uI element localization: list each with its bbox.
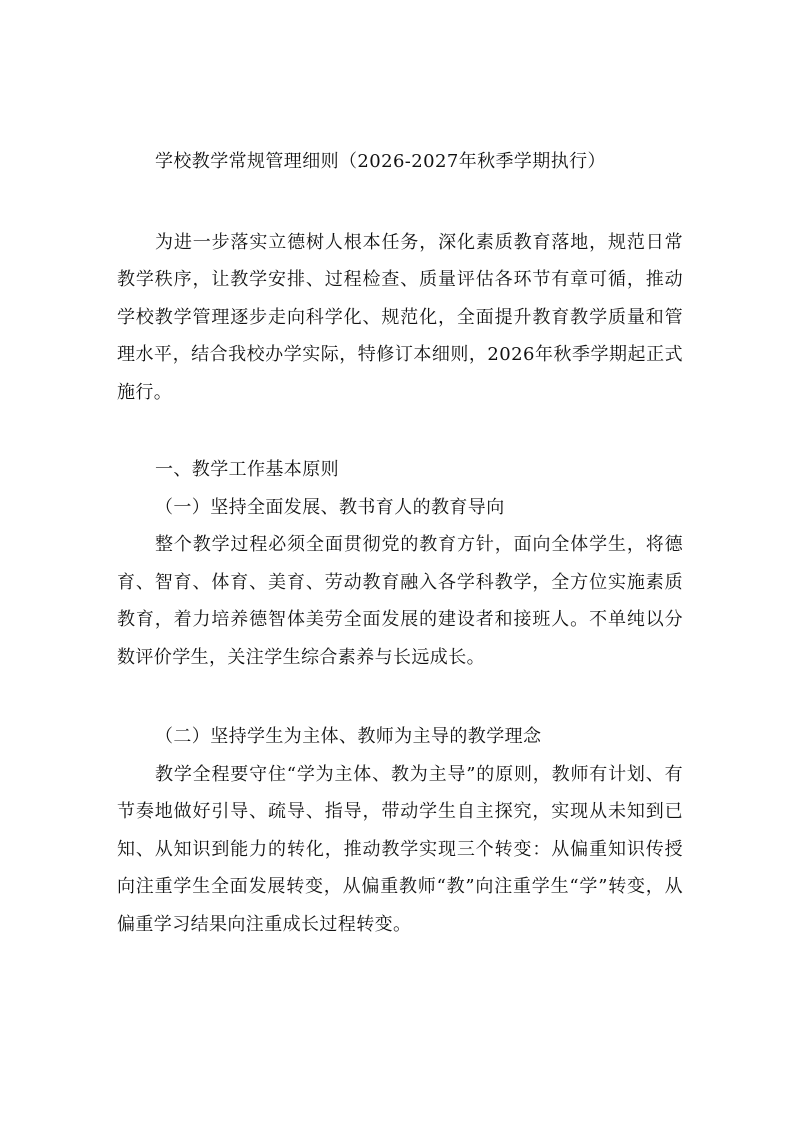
intro-paragraph: 为进一步落实立德树人根本任务，深化素质教育落地，规范日常教学秩序，让教学安排、过程检查、质量评估各环节有章可循，推动学校教学管理逐步走向科学化、规范化，全面提升教育教学质量和管理水平，结合我校办学实际，特修订本细则，2026年秋季学期起正式施行。 xyxy=(117,231,683,403)
subsection-heading-2: （二）坚持学生为主体、教师为主导的教学理念 xyxy=(155,726,542,747)
document-title: 学校教学常规管理细则（2026-2027年秋季学期执行） xyxy=(155,151,606,172)
subsection-body-1: 整个教学过程必须全面贯彻党的教育方针，面向全体学生，将德育、智育、体育、美育、劳动教育融入各学科教学，全方位实施素质教育，着力培养德智体美劳全面发展的建设者和接班人。不单纯以分数评价学生，关注学生综合素养与长远成长。 xyxy=(117,534,683,668)
subsection-body-2: 教学全程要守住“学为主体、教为主导”的原则，教师有计划、有节奏地做好引导、疏导、指导，带动学生自主探究，实现从未知到已知、从知识到能力的转化，推动教学实现三个转变：从偏重知识传授向注重学生全面发展转变，从偏重教师“教”向注重学生“学”转变，从偏重学习结果向注重成长过程转变。 xyxy=(117,763,683,935)
subsection-heading-1: （一）坚持全面发展、教书育人的教育导向 xyxy=(155,496,505,518)
section-heading: 一、教学工作基本原则 xyxy=(155,459,339,480)
document-body xyxy=(117,143,683,943)
